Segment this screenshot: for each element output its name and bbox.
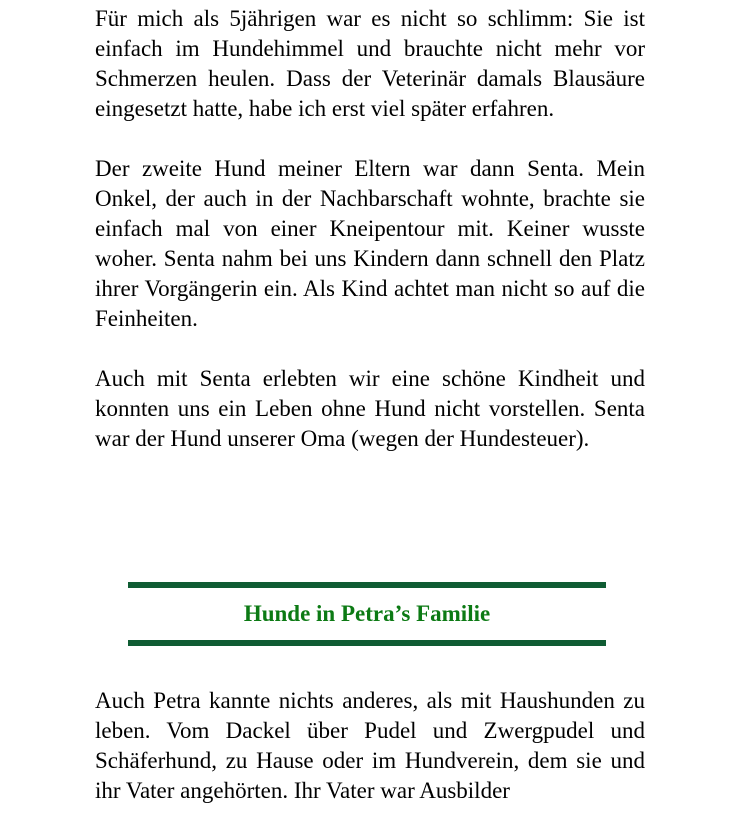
paragraph-first-dog: Für mich als 5jährigen war es nicht so schlimm: Sie ist einfach im Hundehimmel und brauchte nicht mehr vor Schmerzen heulen. Dass der Veterinär damals Blausäure eingesetzt hatte, habe ich erst viel später erfahren.: [95, 6, 645, 121]
section-body: [95, 686, 645, 836]
section-title: Hunde in Petra’s Familie: [243, 601, 491, 626]
paragraph-senta-arrival: Der zweite Hund meiner Eltern war dann Senta. Mein Onkel, der auch in der Nachbarschaft wohnte, brachte sie einfach mal von einer Kneipentour mit. Keiner wusste woher. Senta nahm bei uns Kindern dann schnell den Platz ihrer Vorgängerin ein. Als Kind achtet man nicht so auf die Feinheiten.: [95, 156, 645, 331]
document-body: [95, 4, 645, 484]
paragraph-petra-family: Auch Petra kannte nichts anderes, als mit Haushunden zu leben. Vom Dackel über Pudel und Zwergpudel und Schäferhund, zu Hause oder im Hundverein, dem sie und ihr Vater angehörten. Ihr Vater war Ausbilder: [95, 688, 645, 803]
section-rule-bottom: [128, 640, 606, 646]
paragraph-senta-childhood: Auch mit Senta erlebten wir eine schöne Kindheit und konnten uns ein Leben ohne Hund nicht vorstellen. Senta war der Hund unserer Oma (wegen der Hundesteuer).: [95, 366, 645, 451]
section-heading-block: [128, 582, 606, 646]
